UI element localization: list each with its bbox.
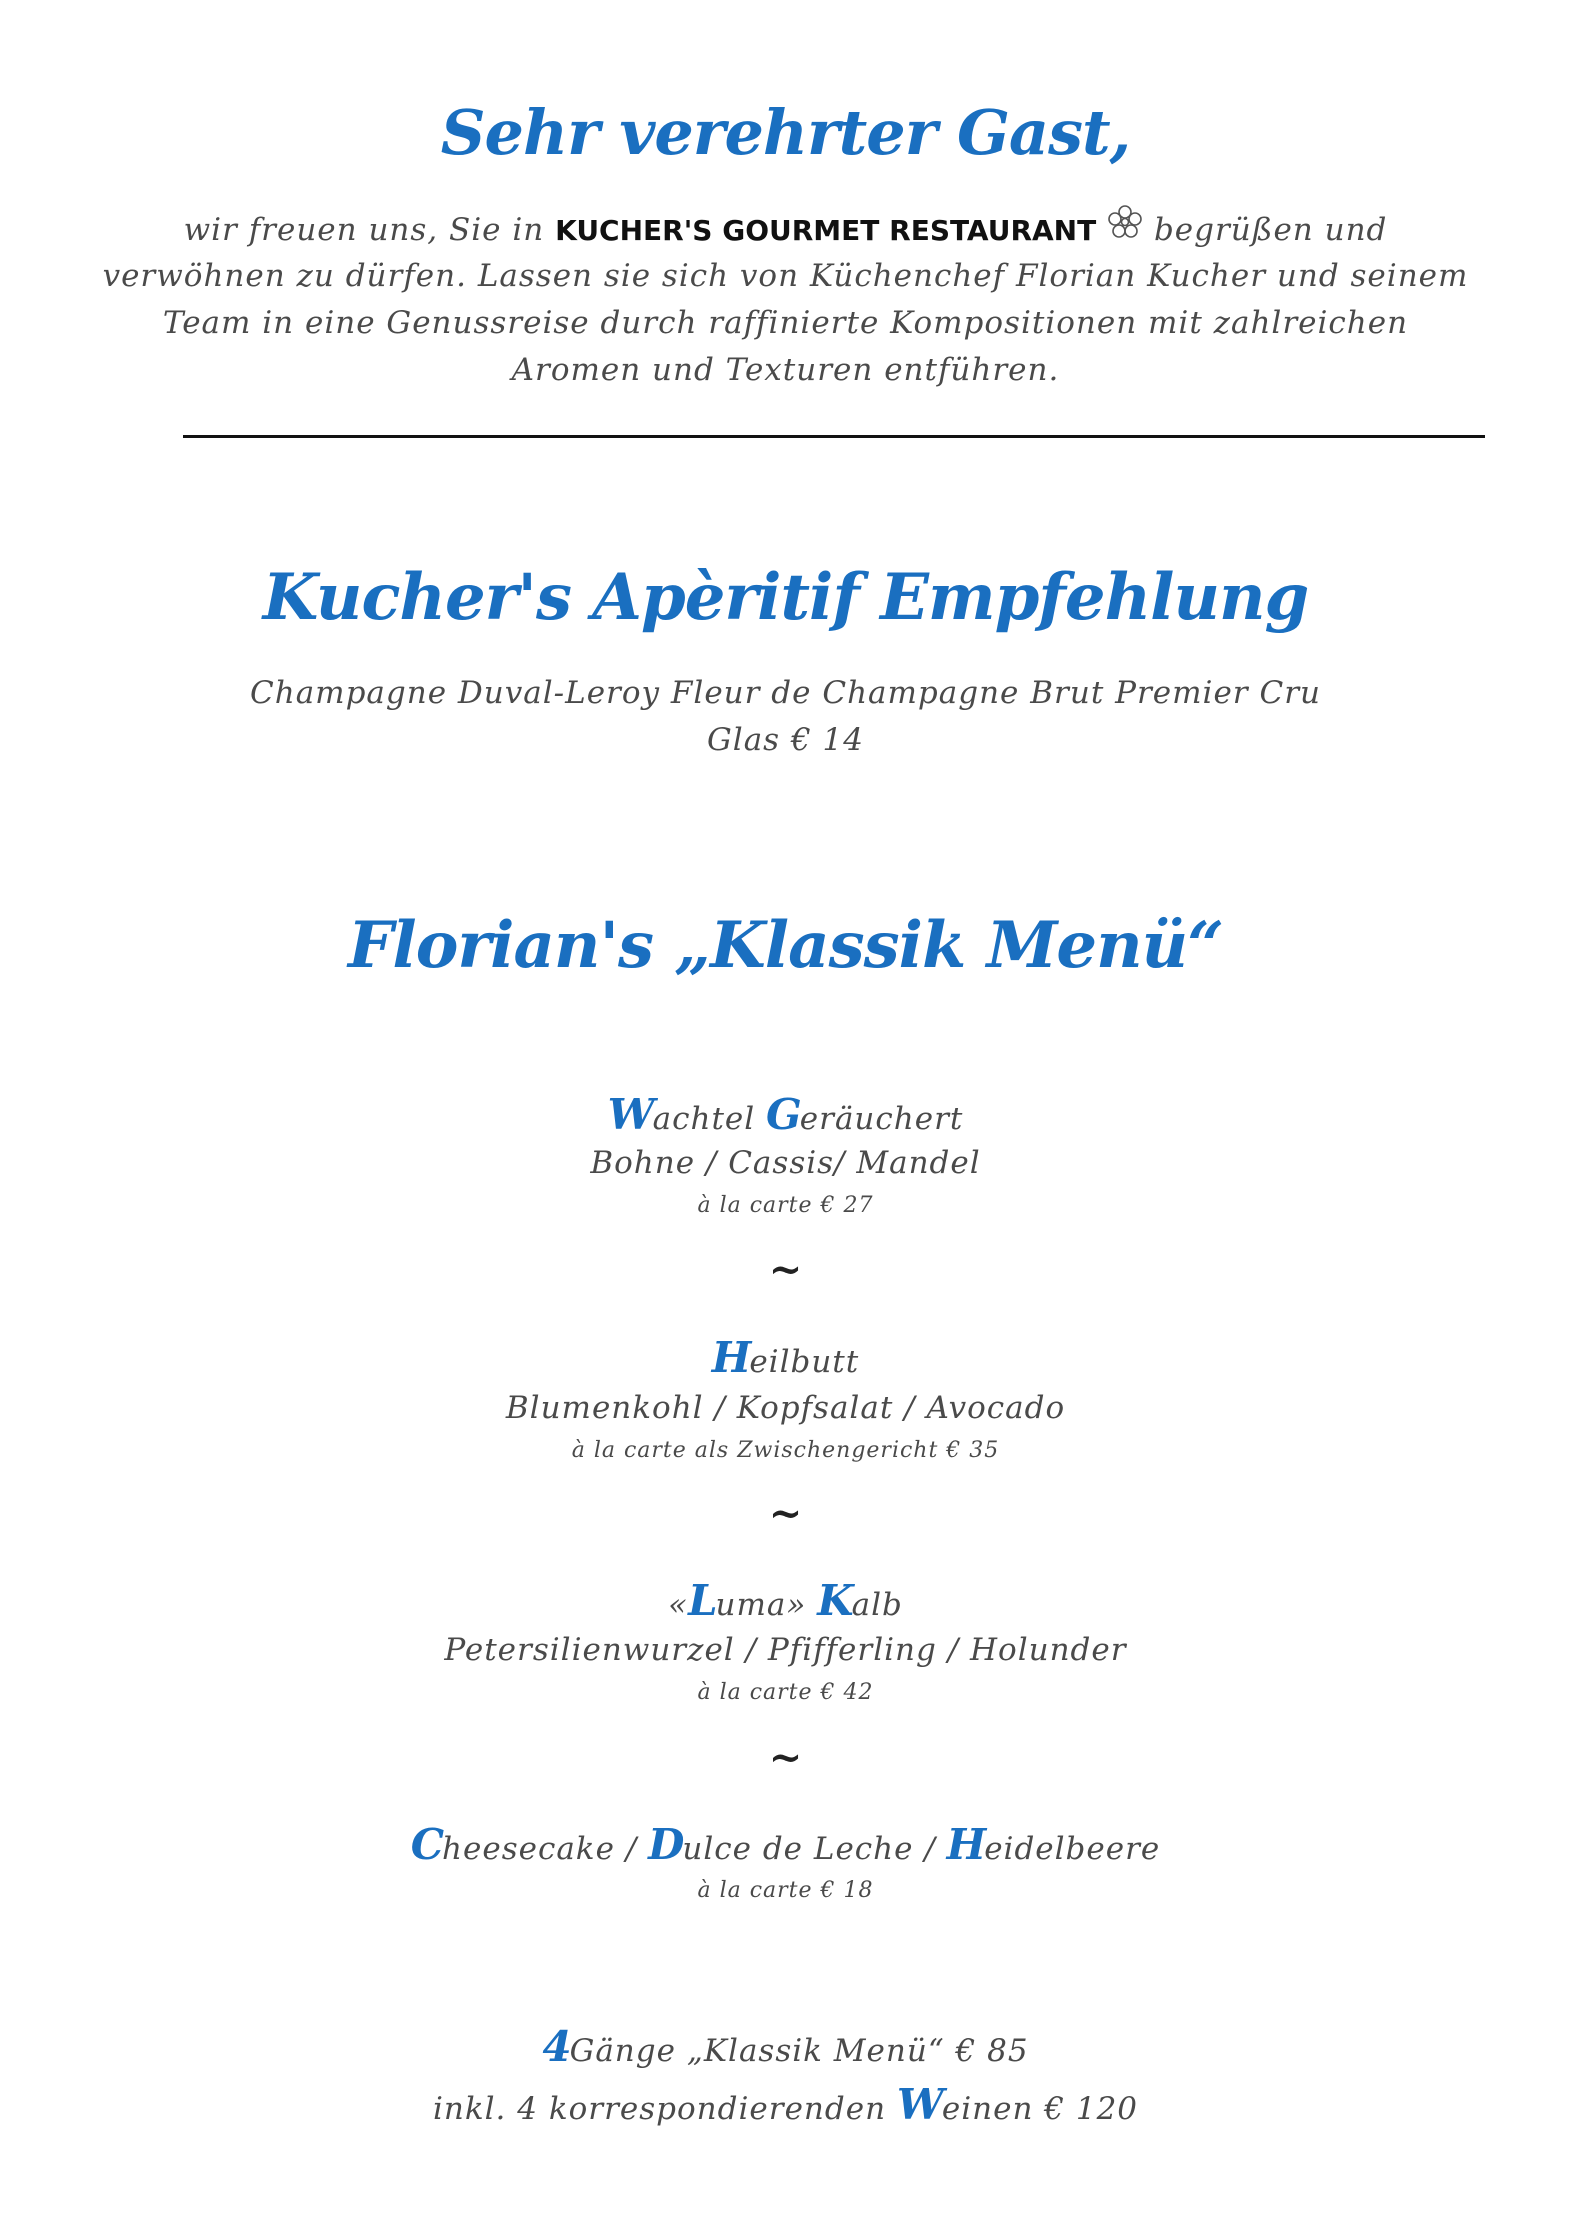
greeting-intro-after: begrüßen und [1153,212,1388,248]
course-initial: D [648,1820,683,1869]
course-name-part: alb [851,1587,903,1623]
course-separator: ~ [768,1734,803,1781]
aperitif-price: Glas € 14 [707,722,864,758]
course-name-part: eräuchert [799,1101,964,1137]
course-name-part: eilbutt [749,1344,860,1380]
course-1-price: à la carte € 27 [697,1193,874,1218]
summary-initial: 4 [542,2022,570,2071]
course-3-price: à la carte € 42 [697,1680,874,1705]
greeting-line-3: Team in eine Genussreise durch raffinierte Kompositionen mit zahlreichen [162,305,1409,341]
course-2-components: Blumenkohl / Kopfsalat / Avocado [505,1390,1066,1426]
course-initial: L [688,1576,716,1625]
course-4-name [0,1820,1571,1869]
greeting-title: Sehr verehrter Gast, [440,96,1131,169]
summary-wine-before: inkl. 4 korrespondierenden [432,2091,897,2127]
greeting-intro-before: wir freuen uns, Sie in [183,212,545,248]
course-1-components: Bohne / Cassis/ Mandel [590,1145,981,1181]
summary-courses-text: Gänge „Klassik Menü“ € 85 [569,2033,1029,2069]
course-name-part: achtel [652,1101,767,1137]
menu-summary-courses [0,2022,1571,2071]
aperitif-drink: Champagne Duval-Leroy Fleur de Champagne Brut Premier Cru [250,675,1321,711]
course-3-components: Petersilienwurzel / Pfifferling / Holunder [444,1632,1127,1668]
course-name-part: heesecake / [442,1831,649,1867]
course-1-name [0,1090,1571,1139]
menu-summary-wine [0,2080,1571,2129]
restaurant-name: KUCHER'S GOURMET RESTAURANT [555,214,1097,247]
summary-wine-rest: einen € 120 [941,2091,1139,2127]
course-name-part: ulce de Leche / [682,1831,947,1867]
course-2-price: à la carte als Zwischengericht € 35 [571,1438,1000,1463]
course-2-name [0,1333,1571,1382]
course-initial: H [946,1820,985,1869]
course-4-price: à la carte € 18 [697,1878,874,1903]
flower-icon [1107,204,1143,248]
course-separator: ~ [768,1246,803,1293]
course-name-prefix: « [668,1587,689,1623]
course-name-part: uma» [715,1587,818,1623]
course-initial: C [410,1820,443,1869]
course-name-part: eidelbeere [984,1831,1161,1867]
aperitif-title: Kucher's Apèritif Empfehlung [262,560,1309,635]
greeting-line-4: Aromen und Texturen entführen. [511,352,1060,388]
course-3-name [0,1576,1571,1625]
summary-initial: W [896,2080,942,2129]
course-initial: G [766,1090,800,1139]
course-initial: W [607,1090,653,1139]
course-initial: H [711,1333,750,1382]
section-divider [183,435,1485,438]
course-initial: K [817,1576,852,1625]
course-separator: ~ [768,1490,803,1537]
greeting-line-2: verwöhnen zu dürfen. Lassen sie sich von Küchenchef Florian Kucher und seinem [102,258,1469,294]
menu-title: Florian's „Klassik Menü“ [347,908,1224,983]
greeting-line-1 [0,212,1571,248]
